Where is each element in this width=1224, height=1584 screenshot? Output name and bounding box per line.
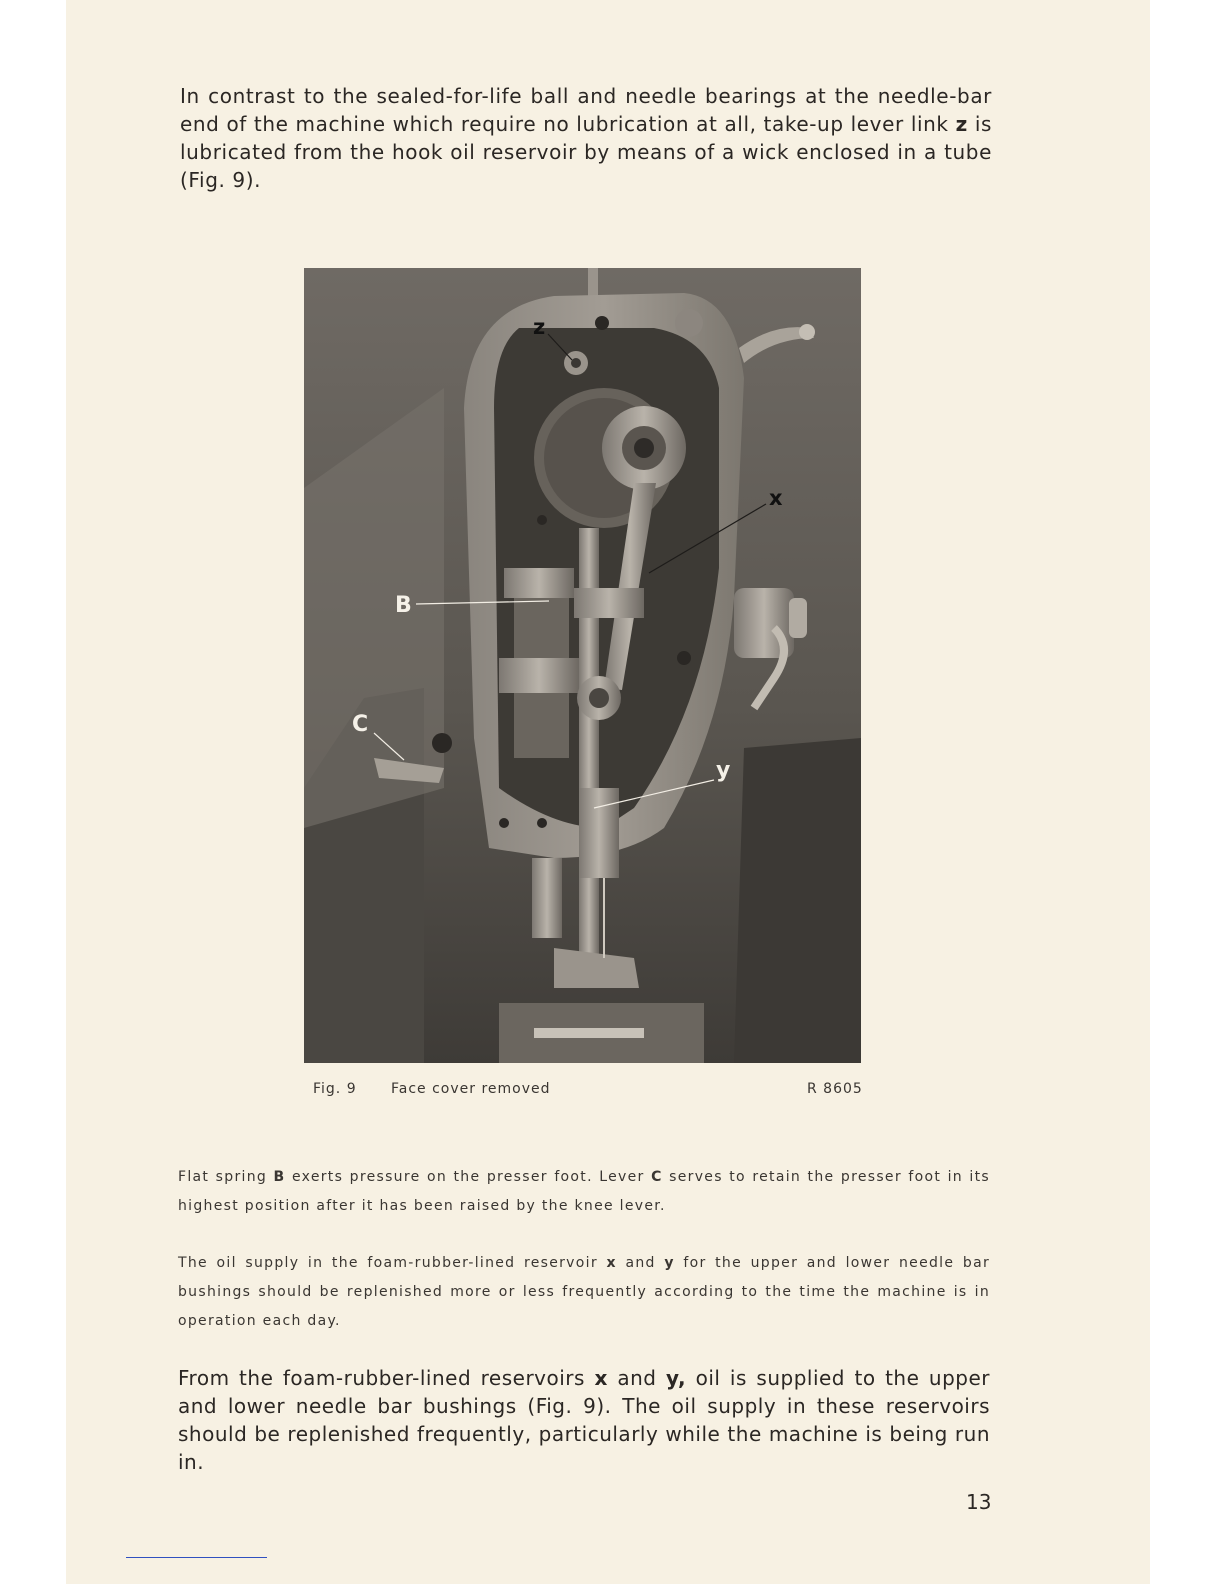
- intro-paragraph: In contrast to the sealed-for-life ball and needle bearings at the needle-bar end of the machine which require no lubrication at all, take-up lever link z is lubricated from the hook oil reservoir by means of a wick enclosed in a tube (Fig. 9).: [180, 84, 992, 192]
- machine-illustration: [304, 268, 861, 1063]
- figure-reference: R 8605: [807, 1081, 863, 1097]
- figure-caption: Face cover removed: [391, 1081, 551, 1097]
- label-z: z: [533, 315, 546, 339]
- footnote-rule: [126, 1557, 267, 1558]
- note-spring-lever: Flat spring B exerts pressure on the presser foot. Lever C serves to retain the presser foot in its highest position after it has been raised by the knee lever.: [178, 1169, 990, 1214]
- label-B: B: [395, 593, 412, 618]
- ref-z: z: [955, 112, 968, 136]
- label-x: x: [769, 486, 783, 510]
- page-number: 13: [966, 1490, 992, 1514]
- machine-photo: [304, 268, 861, 1063]
- label-C: C: [352, 712, 369, 737]
- note-oil-supply: The oil supply in the foam-rubber-lined reservoir x and y for the upper and lower needle bar bushings should be replenished more or less frequently according to the time the machine is in operation each day.: [178, 1255, 991, 1329]
- label-y: y: [716, 758, 731, 783]
- outro-paragraph: From the foam-rubber-lined reservoirs x and y, oil is supplied to the upper and lower needle bar bushings (Fig. 9). The oil supply in these reservoirs should be replenished frequently, particularly while the machine is being run in.: [178, 1366, 990, 1474]
- figure-number: Fig. 9: [313, 1081, 357, 1097]
